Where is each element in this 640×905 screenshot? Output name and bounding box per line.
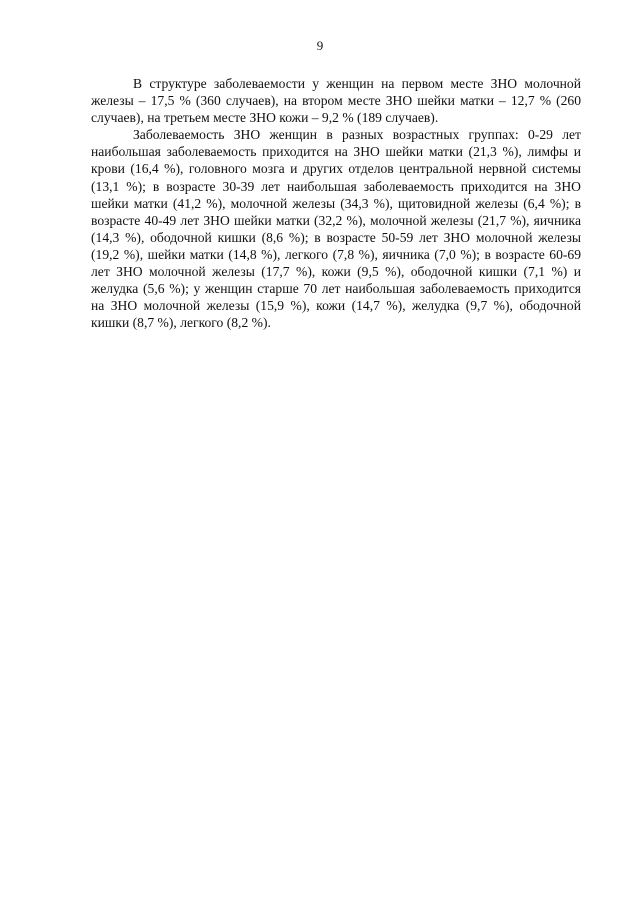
paragraph-incidence-structure: В структуре заболеваемости у женщин на первом месте ЗНО молочной железы – 17,5 % (360 случаев), на втором месте ЗНО шейки матки – 12,7 % (260 случаев), на третьем месте ЗНО кожи – 9,2 % (189 случаев).	[91, 76, 581, 126]
document-body	[91, 75, 581, 331]
paragraph-age-groups: Заболеваемость ЗНО женщин в разных возрастных группах: 0-29 лет наибольшая заболеваемость приходится на ЗНО шейки матки (21,3 %), лимфы и крови (16,4 %), головного мозга и других отделов центральной нервной системы (13,1 %); в возрасте 30-39 лет наибольшая заболеваемость приходится на ЗНО шейки матки (41,2 %), молочной железы (34,3 %), щитовидной железы (6,4 %); в возрасте 40-49 лет ЗНО шейки матки (32,2 %), молочной железы (21,7 %), яичника (14,3 %), ободочной кишки (8,6 %); в возрасте 50-59 лет ЗНО молочной железы (19,2 %), шейки матки (14,8 %), легкого (7,8 %), яичника (7,0 %); в возрасте 60-69 лет ЗНО молочной железы (17,7 %), кожи (9,5 %), ободочной кишки (7,1 %) и желудка (5,6 %); у женщин старше 70 лет наибольшая заболеваемость приходится на ЗНО молочной железы (15,9 %), кожи (14,7 %), желудка (9,7 %), ободочной кишки (8,7 %), легкого (8,2 %).	[91, 127, 581, 331]
page-number: 9	[316, 38, 324, 53]
